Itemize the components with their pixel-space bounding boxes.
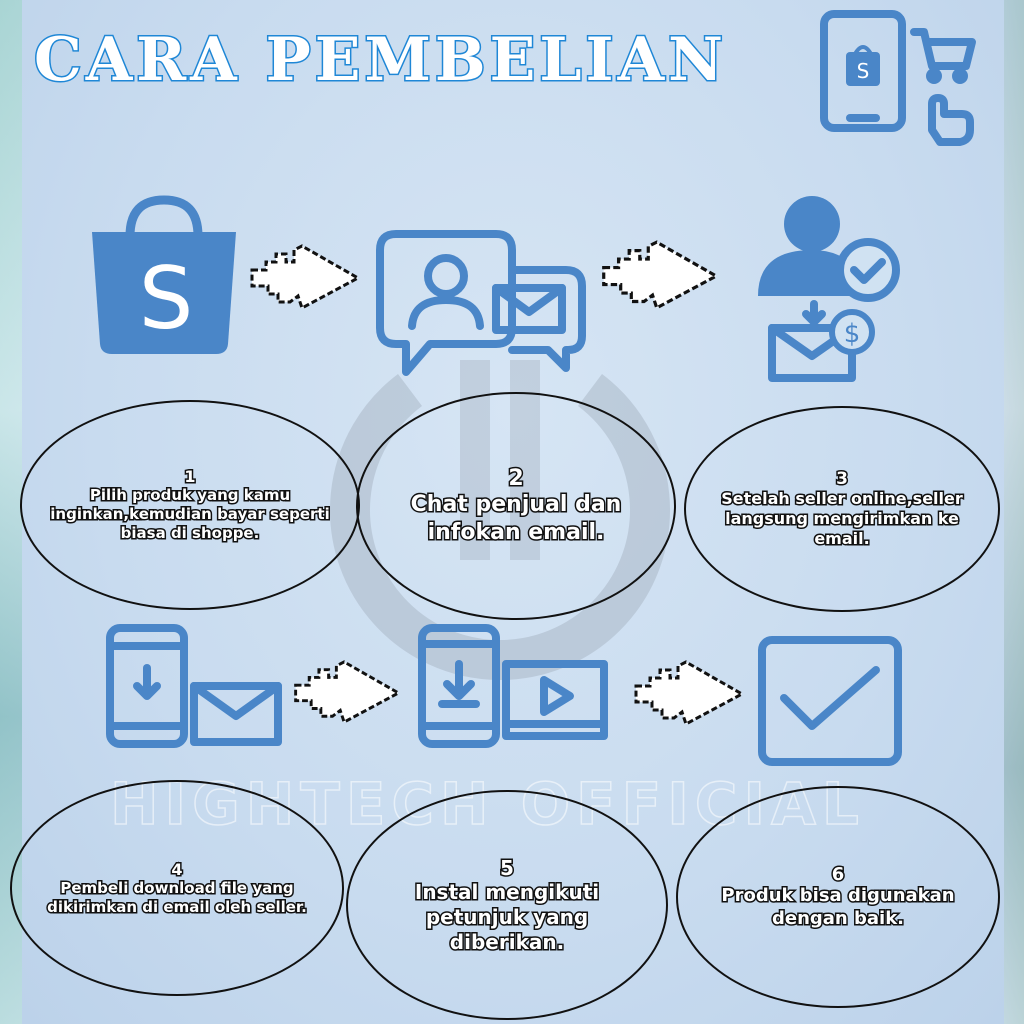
step-number: 2 (508, 466, 524, 491)
step-text: Instal mengikuti petunjuk yang diberikan. (414, 879, 600, 954)
step-text: Pembeli download file yang dikirimkan di email oleh seller. (47, 878, 307, 916)
step-number: 5 (500, 855, 514, 880)
svg-text:S: S (138, 249, 194, 349)
step-text: Setelah seller online,seller langsung mengirimkan ke email. (721, 489, 963, 548)
step-text: Pilih produk yang kamu inginkan,kemudian bayar seperti biasa di shoppe. (50, 486, 330, 542)
smartphone-shop-icon (820, 10, 910, 134)
chat-contact-icon (376, 230, 586, 374)
shopee-bag-icon (88, 196, 240, 356)
shopping-cart-icon (912, 30, 974, 142)
cursor-arrow-icon (596, 240, 726, 310)
step-6-oval (676, 786, 1000, 1008)
seller-verified-email-icon (756, 192, 906, 382)
checkbox-check-icon (758, 636, 902, 766)
step-number: 4 (171, 859, 183, 879)
step-number: 6 (831, 864, 845, 885)
step-number: 1 (184, 467, 196, 487)
step-4-oval (10, 780, 344, 996)
step-5-oval (346, 790, 668, 1020)
phone-download-video-icon (418, 624, 610, 748)
cursor-arrow-icon (626, 660, 754, 726)
step-text: Chat penjual dan infokan email. (410, 492, 622, 545)
step-text: Produk bisa digunakan dengan baik. (721, 885, 955, 929)
watermark-text: HIGHTECH OFFICIAL (110, 770, 865, 838)
cursor-arrow-icon (286, 660, 410, 724)
step-2-oval (356, 392, 676, 620)
step-number: 3 (836, 469, 848, 489)
svg-text:S: S (856, 59, 870, 83)
step-3-oval (684, 406, 1000, 612)
cursor-arrow-icon (250, 244, 362, 310)
step-1-oval (20, 400, 360, 610)
phone-download-email-icon (106, 624, 282, 748)
svg-text:$: $ (843, 319, 861, 349)
page-title: CARA PEMBELIAN (34, 25, 727, 95)
